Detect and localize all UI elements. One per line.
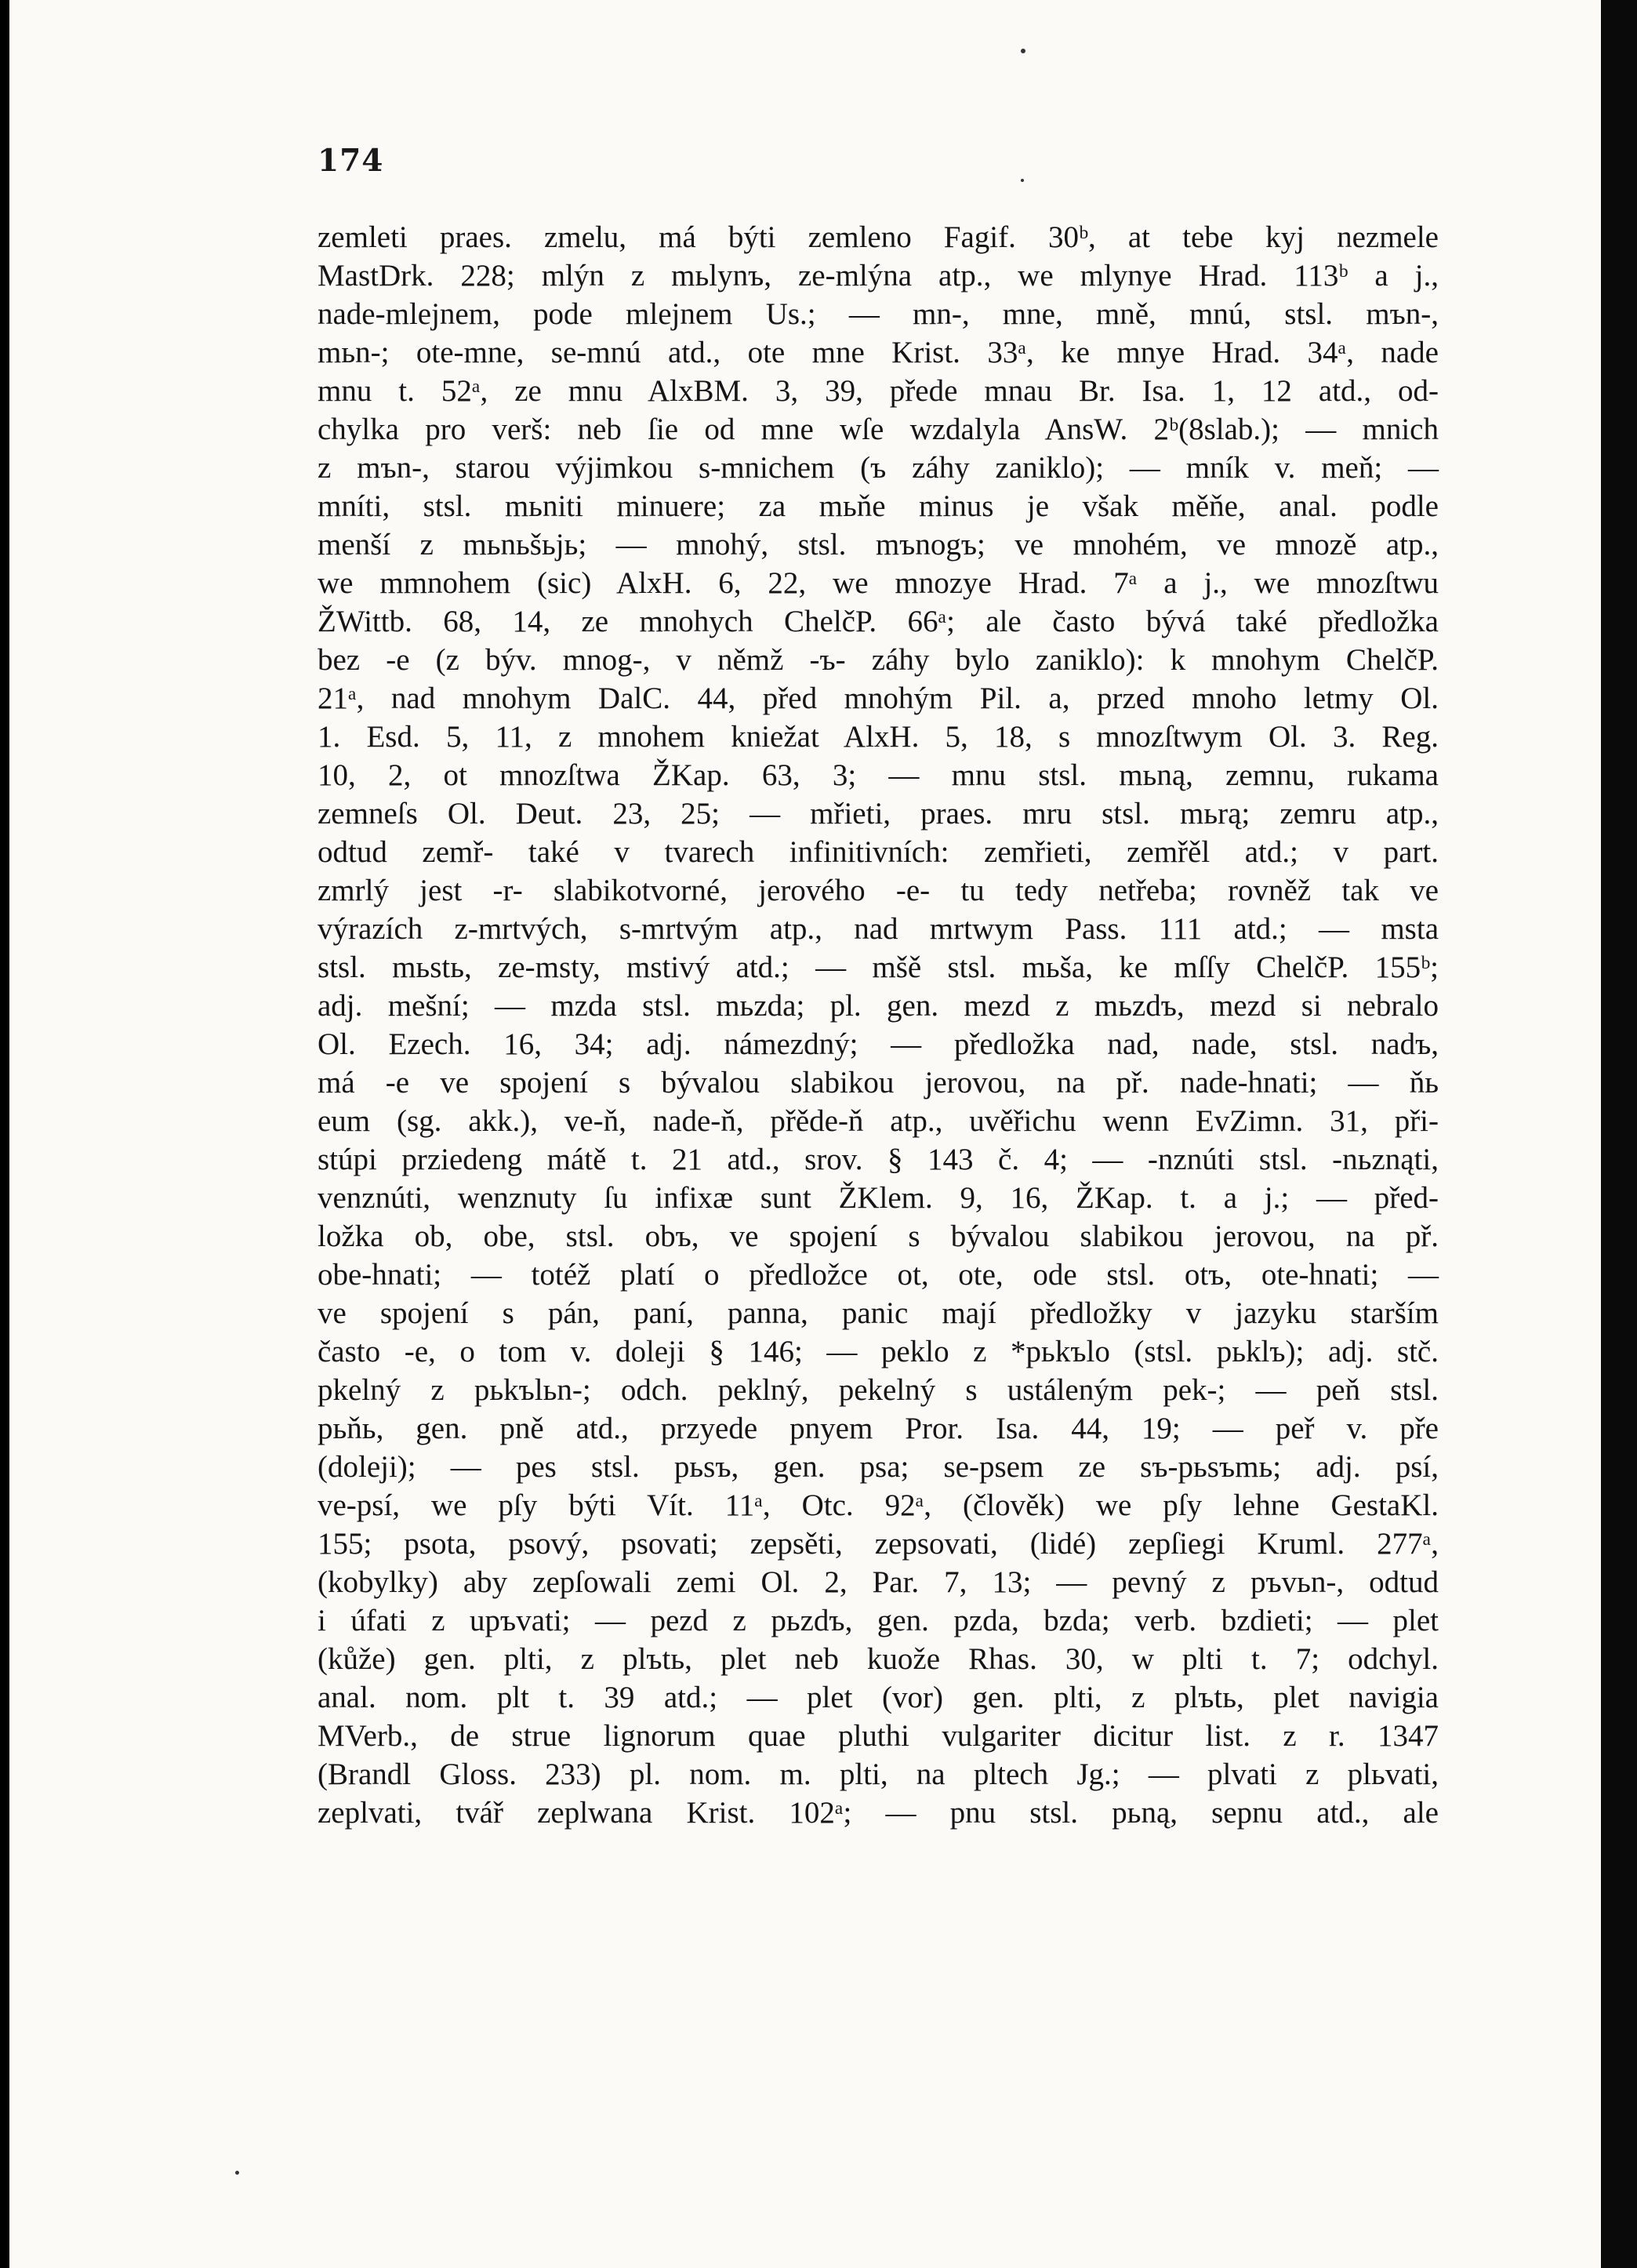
ink-speck bbox=[1021, 49, 1025, 53]
text-line: bez -e (z býv. mnog-, v němž -ъ- záhy bylo zaniklo): k mnohym ChelčP. bbox=[318, 643, 1439, 677]
text-line: mnu t. 52ᵃ, ze mnu AlxBM. 3, 39, přede mnau Br. Isa. 1, 12 atd., od- bbox=[318, 374, 1439, 408]
text-line: často -e, o tom v. doleji § 146; — peklo z *pьkъlo (stsl. pьklъ); adj. stč. bbox=[318, 1335, 1439, 1368]
ink-speck bbox=[235, 2171, 239, 2175]
text-line: venznúti, wenznuty ſu infixæ sunt ŽKlem. 9, 16, ŽKap. t. a j.; — před- bbox=[318, 1181, 1439, 1215]
text-line: zemneſs Ol. Deut. 23, 25; — mřieti, praes. mru stsl. mьrą; zemru atp., bbox=[318, 797, 1439, 831]
text-line: Ol. Ezech. 16, 34; adj. námezdný; — předložka nad, nade, stsl. nadъ, bbox=[318, 1027, 1439, 1061]
text-line: mníti, stsl. mьniti minuere; za mьňe minus je však měňe, anal. podle bbox=[318, 489, 1439, 523]
text-line: chylka pro verš: neb ſie od mne wſe wzdalyla AnsW. 2ᵇ(8slab.); — mnich bbox=[318, 413, 1439, 446]
text-line: zmrlý jest -r- slabikotvorné, jerového -e- tu tedy netřeba; rovněž tak ve bbox=[318, 874, 1439, 907]
text-line: we mmnohem (sic) AlxH. 6, 22, we mnozye Hrad. 7ᵃ a j., we mnozſtwu bbox=[318, 566, 1439, 600]
text-line: i úfati z upъvati; — pezd z pьzdъ, gen. pzda, bzda; verb. bzdieti; — plet bbox=[318, 1604, 1439, 1637]
text-line: má -e ve spojení s bývalou slabikou jerovou, na př. nade-hnati; — ňь bbox=[318, 1066, 1439, 1099]
scan-border bbox=[1601, 0, 1637, 2268]
ink-speck bbox=[1021, 179, 1024, 182]
text-line: anal. nom. plt t. 39 atd.; — plet (vor) gen. plti, z plъtь, plet navigia bbox=[318, 1681, 1439, 1714]
dictionary-text bbox=[318, 218, 1439, 1832]
text-line: stsl. mьstь, ze-msty, mstivý atd.; — mšě stsl. mьša, ke mſſy ChelčP. 155ᵇ; bbox=[318, 950, 1439, 984]
text-line: ve spojení s pán, paní, panna, panic mají předložky v jazyku starším bbox=[318, 1296, 1439, 1330]
text-line: výrazích z-mrtvých, s-mrtvým atp., nad mrtwym Pass. 111 atd.; — msta bbox=[318, 912, 1439, 946]
text-line: adj. mešní; — mzda stsl. mьzda; pl. gen. mezd z mьzdъ, mezd si nebralo bbox=[318, 989, 1439, 1023]
page-number: 174 bbox=[318, 143, 384, 179]
text-line: ŽWittb. 68, 14, ze mnohych ChelčP. 66ᵃ; ale často bývá také předložka bbox=[318, 605, 1439, 638]
text-line: pьňь, gen. pně atd., przyede pnyem Pror. Isa. 44, 19; — peř v. pře bbox=[318, 1412, 1439, 1445]
text-line: MastDrk. 228; mlýn z mьlynъ, ze-mlýna atp., we mlynye Hrad. 113ᵇ a j., bbox=[318, 259, 1439, 293]
text-line: (kůže) gen. plti, z plъtь, plet neb kuože Rhas. 30, w plti t. 7; odchyl. bbox=[318, 1642, 1439, 1676]
text-line: z mъn-, starou výjimkou s-mnichem (ъ záhy zaniklo); — mník v. meň; — bbox=[318, 451, 1439, 485]
text-line: (Brandl Gloss. 233) pl. nom. m. plti, na pltech Jg.; — plvati z plьvati, bbox=[318, 1757, 1439, 1791]
text-line: mьn-; ote-mne, se-mnú atd., ote mne Krist. 33ᵃ, ke mnye Hrad. 34ᵃ, nade bbox=[318, 336, 1439, 369]
text-line: odtud zemř- také v tvarech infinitivních: zemřieti, zemřěl atd.; v part. bbox=[318, 835, 1439, 869]
text-line: menší z mьnьšьjь; — mnohý, stsl. mъnogъ; ve mnohém, ve mnozě atp., bbox=[318, 528, 1439, 562]
text-line: ve-psí, we pſy býti Vít. 11ᵃ, Otc. 92ᵃ, (člověk) we pſy lehne GestaKl. bbox=[318, 1488, 1439, 1522]
text-line: (doleji); — pes stsl. pьsъ, gen. psa; se-psem ze sъ-pьsъmь; adj. psí, bbox=[318, 1450, 1439, 1484]
text-line: 21ᵃ, nad mnohym DalC. 44, před mnohým Pil. a, przed mnoho letmy Ol. bbox=[318, 681, 1439, 715]
text-line: nade-mlejnem, pode mlejnem Us.; — mn-, mne, mně, mnú, stsl. mъn-, bbox=[318, 297, 1439, 331]
text-line: eum (sg. akk.), ve-ň, nade-ň, přěde-ň atp., uvěřichu wenn EvZimn. 31, při- bbox=[318, 1104, 1439, 1138]
text-line: ložka ob, obe, stsl. obъ, ve spojení s bývalou slabikou jerovou, na př. bbox=[318, 1219, 1439, 1253]
text-line: stúpi prziedeng mátě t. 21 atd., srov. § 143 č. 4; — -nznúti stsl. -nьznąti, bbox=[318, 1143, 1439, 1176]
text-line: pkelný z pьkъlьn-; odch. peklný, pekelný s ustáleným pek-; — peň stsl. bbox=[318, 1373, 1439, 1407]
text-line: zemleti praes. zmelu, má býti zemleno Fagif. 30ᵇ, at tebe kyj nezmele bbox=[318, 220, 1439, 254]
text-line: obe-hnati; — totéž platí o předložce ot, ote, ode stsl. otъ, ote-hnati; — bbox=[318, 1258, 1439, 1292]
text-line: zeplvati, tvář zeplwana Krist. 102ᵃ; — pnu stsl. pьną, sepnu atd., ale bbox=[318, 1796, 1439, 1830]
text-line: 10, 2, ot mnozſtwa ŽKap. 63, 3; — mnu stsl. mьną, zemnu, rukama bbox=[318, 758, 1439, 792]
text-line: 1. Esd. 5, 11, z mnohem kniežat AlxH. 5, 18, s mnozſtwym Ol. 3. Reg. bbox=[318, 720, 1439, 754]
text-line: (kobylky) aby zepſowali zemi Ol. 2, Par. 7, 13; — pevný z pъvьn-, odtud bbox=[318, 1565, 1439, 1599]
text-line: MVerb., de strue lignorum quae pluthi vulgariter dicitur list. z r. 1347 bbox=[318, 1719, 1439, 1753]
text-line: 155; psota, psový, psovati; zepsěti, zepsovati, (lidé) zepſiegi Kruml. 277ᵃ, bbox=[318, 1527, 1439, 1561]
